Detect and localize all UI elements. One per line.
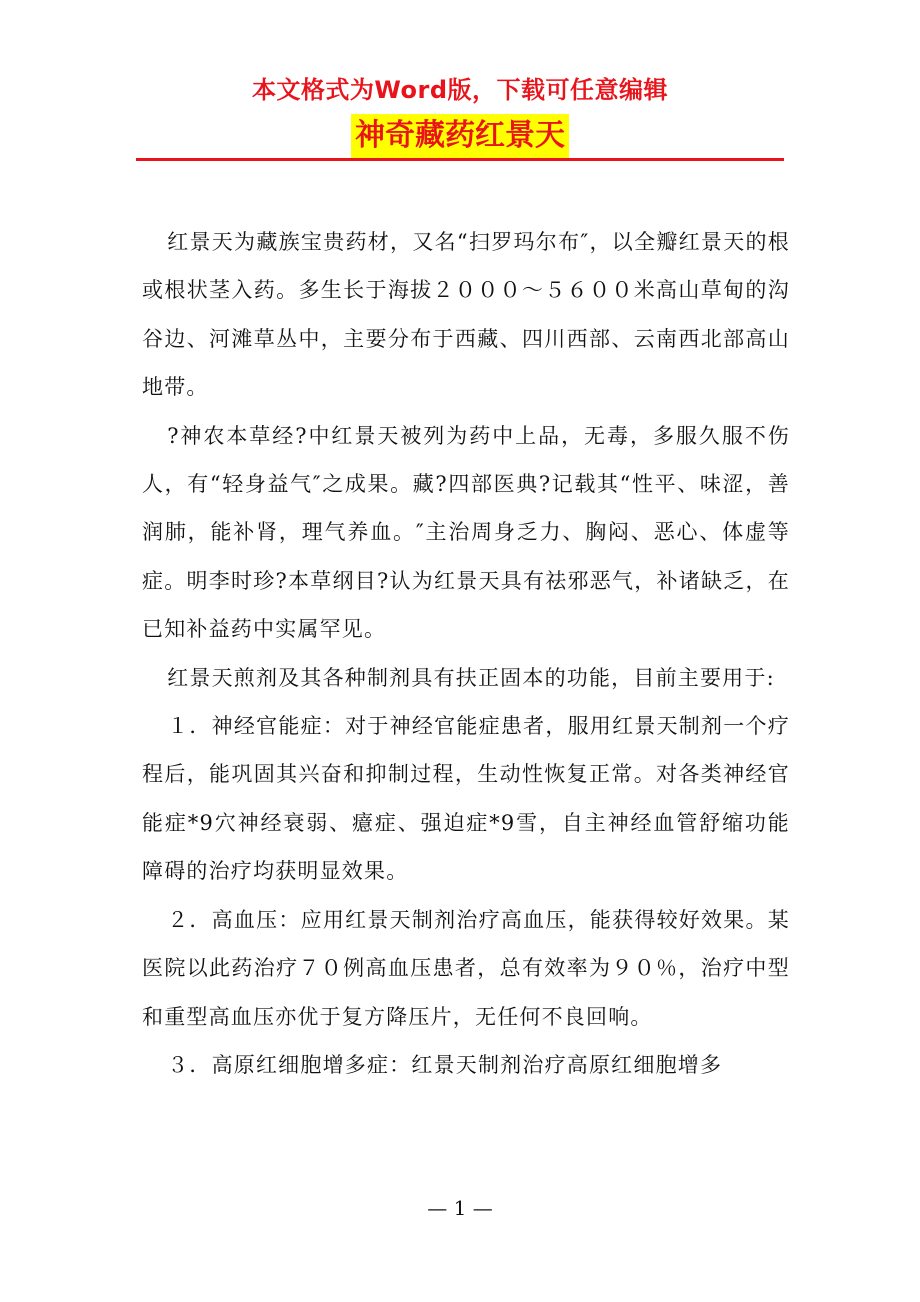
paragraph-classics: ?神农本草经?中红景天被列为药中上品，无毒，多服久服不伤人，有“轻身益气″之成果。藏?四部医典?记载其“性平、味涩，善润肺，能补肾，理气养血。″主治周身乏力、胸闷、恶心、体虚等症。明李时珍?本草纲目?认为红景天具有祛邪恶气，补诸缺乏，在已知补益药中实属罕见。 [142,423,790,642]
paragraph-uses-intro: 红景天煎剂及其各种制剂具有扶正固本的功能，目前主要用于: [167,665,775,690]
page-number-footer: — 1 — [427,1196,493,1220]
paragraph-item-3-polycythemia: ３．高原红细胞增多症：红景天制剂治疗高原红细胞增多 [167,1052,723,1077]
paragraph-item-1-neurosis: １．神经官能症：对于神经官能症患者，服用红景天制剂一个疗程后，能巩固其兴奋和抑制过程，生动性恢复正常。对各类神经官能症*9穴神经衰弱、癔症、强迫症*9雪，自主神经血管舒缩功能障碍的治疗均获明显效果。 [142,714,790,884]
paragraph-intro: 红景天为藏族宝贵药材，又名“扫罗玛尔布″，以全瓣红景天的根或根状茎入药。多生长于海拔２０００～５６００米高山草甸的沟谷边、河滩草丛中，主要分布于西藏、四川西部、云南西北部高山地带。 [142,230,790,400]
format-notice-banner: 本文格式为Word版，下载可任意编辑 [251,76,669,104]
document-body [142,218,790,1089]
document-title: 神奇藏药红景天 [351,114,569,158]
paragraph-item-2-hypertension: ２．高血压：应用红景天制剂治疗高血压，能获得较好效果。某医院以此药治疗７０例高血压患者，总有效率为９０％，治疗中型和重型高血压亦优于复方降压片，无任何不良回响。 [142,907,790,1029]
title-container [0,114,920,158]
title-underline-rule [136,158,784,161]
